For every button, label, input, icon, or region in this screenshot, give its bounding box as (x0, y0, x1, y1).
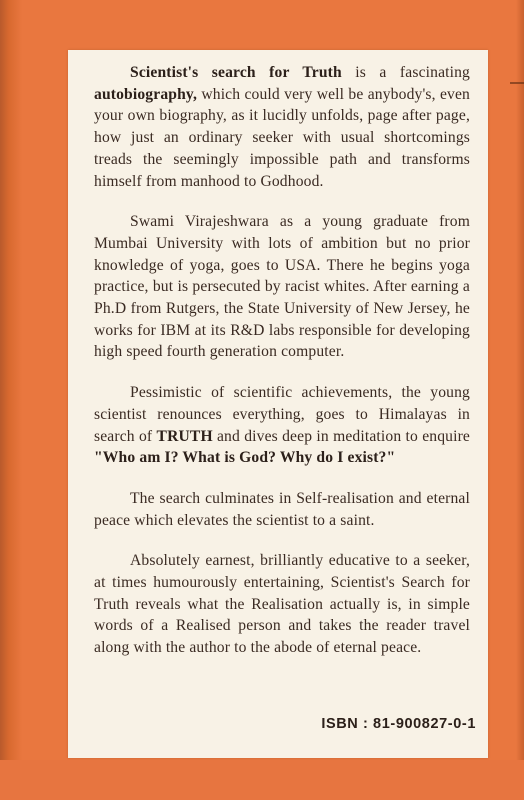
blurb-paragraph-1 (94, 62, 470, 192)
paragraph-text: The search culminates in Self-realisation and eternal peace which elevates the scientist to a saint. (94, 489, 470, 529)
paragraph-text: Absolutely earnest, brilliantly educative to a seeker, at times humourously entertaining, Scientist's Search for Truth reveals what the Realisation actually is, in simple words of a Realised person and takes the reader travel along with the author to the abode of eternal peace. (94, 552, 470, 657)
blurb-panel (68, 50, 488, 758)
truth-mention: TRUTH (156, 427, 213, 445)
isbn-number: ISBN : 81-900827-0-1 (321, 716, 476, 732)
book-title-mention: Scientist's search for Truth (130, 64, 342, 81)
paragraph-text: Swami Virajeshwara as a young graduate from Mumbai University with lots of ambition but no prior knowledge of yoga, goes to USA. There he begins yoga practice, but is persecuted by racist whites. After earning a Ph.D from Rutgers, the State University of New Jersey, he works for IBM at its R&D labs responsible for developing high speed fourth generation computer. (94, 213, 470, 361)
blurb-paragraph-2 (94, 211, 470, 363)
paragraph-text: is a fascinating (341, 64, 470, 81)
book-spine-shadow (0, 0, 22, 800)
cover-edge-mark (510, 82, 524, 84)
genre-mention: autobiography, (94, 85, 198, 103)
blurb-paragraph-5 (94, 550, 470, 659)
paragraph-text: Pessimistic of scientific achievements, the young scientist renounces everything, goes to Himalayas in search of (94, 384, 470, 445)
cover-right-edge (516, 0, 524, 800)
blurb-text (94, 62, 470, 678)
cover-bottom-band (0, 760, 524, 800)
paragraph-text: and dives deep in meditation to enquire (212, 427, 470, 445)
paragraph-text: which could very well be anybody's, even your own biography, as it lucidly unfolds, page after page, how just an ordinary seeker with usual shortcomings treads the seemingly impossible path and transforms himself from manhood to Godhood. (94, 85, 470, 190)
blurb-paragraph-3 (94, 382, 470, 469)
blurb-paragraph-4 (94, 488, 470, 531)
quoted-questions: "Who am I? What is God? Why do I exist?" (94, 449, 396, 467)
